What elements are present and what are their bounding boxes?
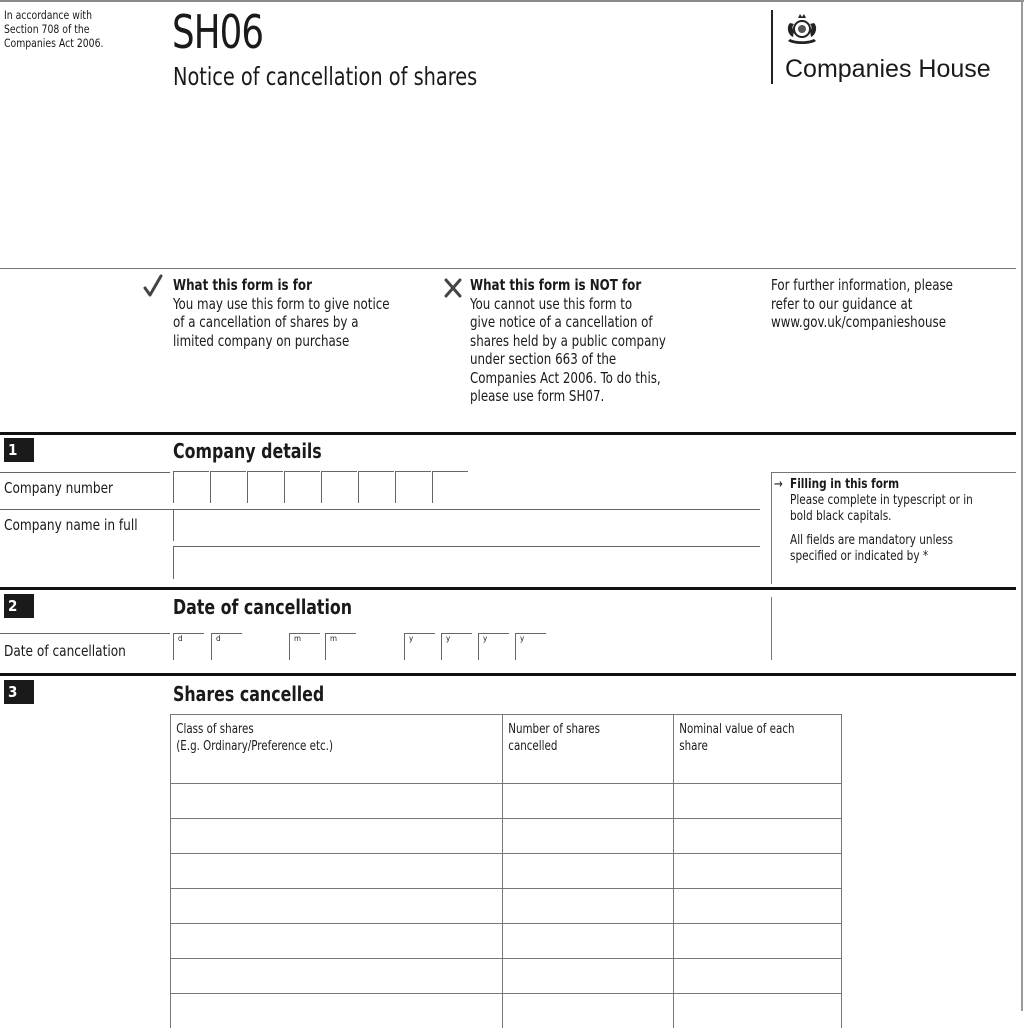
form-purpose-title: What this form is for (173, 276, 312, 294)
class-of-shares-input[interactable] (170, 818, 502, 853)
form-not-for-line: shares held by a public company (470, 331, 666, 350)
form-purpose-line: of a cancellation of shares by a (173, 313, 359, 331)
column-header-number: Number of shares (508, 722, 600, 737)
form-not-for-line: Companies Act 2006. To do this, (470, 368, 661, 387)
company-name-input-line-2[interactable] (173, 546, 760, 579)
company-number-digit[interactable] (284, 471, 320, 503)
date-day-box[interactable]: d (173, 633, 204, 660)
nominal-value-input[interactable] (673, 923, 842, 958)
class-of-shares-input[interactable] (170, 923, 502, 958)
date-month-box[interactable]: m (325, 633, 356, 660)
class-of-shares-input[interactable] (170, 958, 502, 993)
column-header-nominal-value: Nominal value of each (679, 722, 795, 737)
nominal-value-input[interactable] (673, 853, 842, 888)
form-not-for-line: You cannot use this form to (470, 294, 633, 313)
section-number: 1 (4, 438, 34, 462)
filling-in-help-line: bold black capitals. (790, 509, 892, 524)
form-purpose-line: You may use this form to give notice (173, 294, 390, 313)
nominal-value-input[interactable] (673, 888, 842, 923)
company-number-digit[interactable] (173, 471, 209, 503)
page-right-border (1021, 0, 1023, 1011)
section-title: Date of cancellation (173, 595, 353, 619)
date-month-box[interactable]: m (289, 633, 320, 660)
filling-in-help-title: Filling in this form (790, 477, 900, 492)
arrow-right-icon: → (774, 477, 783, 492)
section-number: 2 (4, 594, 34, 618)
brand-name: Companies House (785, 55, 991, 83)
guidance-link[interactable]: www.gov.uk/companieshouse (771, 313, 947, 331)
company-number-digit[interactable] (432, 471, 468, 503)
form-purpose (173, 276, 390, 350)
form-not-for-line: give notice of a cancellation of (470, 313, 653, 331)
row-divider (0, 472, 170, 473)
side-column-divider (771, 597, 772, 660)
legal-reference-line: Companies Act 2006. (4, 36, 104, 50)
form-not-for-title: What this form is NOT for (470, 276, 642, 294)
table-header-cell (502, 714, 673, 783)
legal-reference-line: Section 708 of the (4, 22, 90, 36)
number-of-shares-input[interactable] (502, 818, 673, 853)
section-title: Company details (173, 439, 322, 463)
company-number-digit[interactable] (395, 471, 431, 503)
legal-reference (4, 8, 130, 50)
form-not-for-line: under section 663 of the (470, 350, 617, 368)
form-not-for-line: please use form SH07. (470, 387, 605, 405)
filling-in-help-line: specified or indicated by * (790, 549, 929, 564)
section-title: Shares cancelled (173, 682, 325, 706)
date-day-box[interactable]: d (211, 633, 242, 660)
filling-in-help-line: Please complete in typescript or in (790, 493, 973, 508)
checkmark-icon (143, 274, 163, 298)
filling-in-help-line: All fields are mandatory unless (790, 533, 953, 548)
class-of-shares-input[interactable] (170, 853, 502, 888)
date-year-box[interactable]: y (478, 633, 509, 660)
date-year-box[interactable]: y (441, 633, 472, 660)
company-number-label: Company number (4, 479, 114, 497)
column-header-nominal-value: share (679, 739, 708, 754)
nominal-value-input[interactable] (673, 818, 842, 853)
company-name-input-line-1[interactable] (173, 509, 760, 541)
further-information-line: For further information, please (771, 276, 953, 294)
brand-divider (771, 10, 773, 84)
company-number-digit[interactable] (247, 471, 283, 503)
company-number-digit[interactable] (210, 471, 246, 503)
page-top-border (0, 0, 1024, 2)
table-header-cell (170, 714, 502, 783)
form-title: Notice of cancellation of shares (173, 62, 478, 91)
cross-icon (443, 278, 463, 298)
number-of-shares-input[interactable] (502, 923, 673, 958)
section-divider (0, 432, 1016, 435)
number-of-shares-input[interactable] (502, 958, 673, 993)
filling-in-help-text (790, 477, 973, 565)
company-number-digit[interactable] (358, 471, 394, 503)
date-year-box[interactable]: y (515, 633, 546, 660)
row-divider (0, 633, 170, 634)
date-of-cancellation-label: Date of cancellation (4, 642, 126, 660)
form-code: SH06 (172, 5, 264, 59)
company-name-label: Company name in full (4, 516, 138, 534)
number-of-shares-input[interactable] (502, 888, 673, 923)
nominal-value-input[interactable] (673, 958, 842, 993)
column-header-class-hint: (E.g. Ordinary/Preference etc.) (176, 739, 333, 754)
date-year-box[interactable]: y (404, 633, 435, 660)
section-divider (0, 587, 1016, 590)
header-divider (0, 268, 1016, 269)
section-number: 3 (4, 680, 34, 704)
class-of-shares-input[interactable] (170, 888, 502, 923)
number-of-shares-input[interactable] (502, 783, 673, 818)
number-of-shares-input[interactable] (502, 853, 673, 888)
further-information-line: refer to our guidance at (771, 294, 913, 313)
further-information (771, 276, 953, 332)
class-of-shares-input[interactable] (170, 783, 502, 818)
shares-cancelled-table (170, 714, 842, 1011)
table-header-cell (673, 714, 842, 783)
section-divider (0, 673, 1016, 676)
form-purpose-line: limited company on purchase (173, 331, 350, 350)
royal-coat-of-arms-icon (782, 9, 822, 49)
company-number-digit[interactable] (321, 471, 357, 503)
legal-reference-line: In accordance with (4, 8, 92, 22)
column-header-number: cancelled (508, 739, 558, 754)
column-header-class: Class of shares (176, 722, 254, 737)
form-not-for (470, 276, 666, 406)
nominal-value-input[interactable] (673, 783, 842, 818)
